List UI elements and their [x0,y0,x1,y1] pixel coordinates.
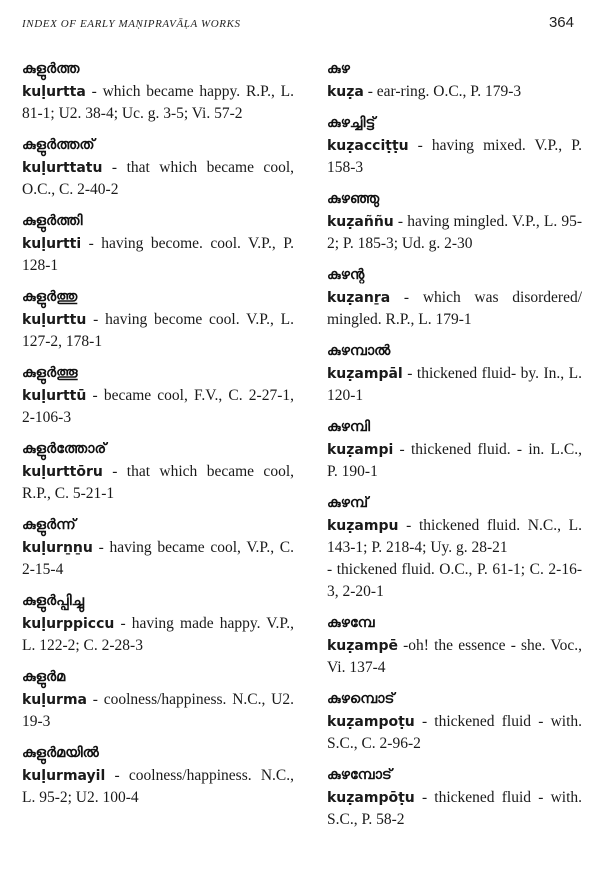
dictionary-entry [327,340,582,407]
definition-text: - thickened fluid - with. S.C., C. 2-96-2 [327,713,582,752]
entry-definition [22,765,294,809]
entry-definition [22,81,294,125]
dictionary-entry [327,416,582,483]
dictionary-columns [22,58,582,868]
entry-definition [22,461,294,505]
dictionary-entry [22,590,294,657]
dictionary-entry [22,666,294,733]
entry-definition [22,613,294,657]
definition-text: - which was disordered/ mingled. R.P., L. 179-1 [327,289,582,328]
definition-text: - that which became cool, R.P., C. 5-21-1 [22,463,294,502]
definition-text: - thickened fluid. O.C., P. 61-1; C. 2-16-3, 2-20-1 [327,561,582,600]
malayalam-headword: കുളുർമയിൽ [22,745,99,761]
malayalam-headword: കുഴമ്പോട് [327,767,392,783]
dictionary-entry [327,492,582,603]
dictionary-entry [22,58,294,125]
entry-definition [327,439,582,483]
transliteration: kuẓampu [327,518,399,534]
definition-text: -oh! the essence - she. Voc., Vi. 137-4 [327,637,582,676]
transliteration: kuḷurmayil [22,768,106,784]
transliteration: kuẓampē [327,638,398,654]
dictionary-entry [327,188,582,255]
malayalam-headword: കുഴമ്പാൽ [327,343,391,359]
transliteration: kuẓampāl [327,366,403,382]
entry-definition [327,135,582,179]
transliteration: kuẓampi [327,442,394,458]
entry-definition [22,689,294,733]
left-column [22,58,294,818]
transliteration: kuẓacciṭṭu [327,138,409,154]
transliteration: kuḷurttu [22,312,87,328]
dictionary-entry [327,264,582,331]
right-column [327,58,582,840]
transliteration: kuẓaññu [327,214,394,230]
entry-definition [22,233,294,277]
transliteration: kuẓampoṭu [327,714,415,730]
malayalam-headword: കുഴമ്പി [327,419,370,435]
dictionary-entry [22,134,294,201]
entry-definition [22,157,294,201]
transliteration: kuḷurttū [22,388,87,404]
malayalam-headword: കുളുർമ [22,669,66,685]
entry-definition [22,309,294,353]
dictionary-entry [327,612,582,679]
transliteration: kuẓampōṭu [327,790,415,806]
definition-text: - thickened fluid. N.C., L. 143-1; P. 218-4; Uy. g. 28-21 [327,517,582,556]
entry-definition [327,363,582,407]
dictionary-entry [22,210,294,277]
definition-text: - coolness/happiness. N.C., U2. 19-3 [22,691,294,730]
transliteration: kuḷurma [22,692,87,708]
definition-text: - ear-ring. O.C., P. 179-3 [363,83,522,100]
definition-text: - having made happy. V.P., L. 122-2; C. 2-28-3 [22,615,294,654]
entry-definition [327,635,582,679]
transliteration: kuḷurtta [22,84,86,100]
entry-definition [327,81,582,103]
definition-text: - having become. cool. V.P., P. 128-1 [22,235,294,274]
transliteration: kuḷurppiccu [22,616,115,632]
definition-text: - having mixed. V.P., P. 158-3 [327,137,582,176]
malayalam-headword: കുഴമ്പൊട് [327,691,395,707]
dictionary-entry [22,362,294,429]
transliteration: kuḷurṉṉu [22,540,93,556]
definition-text: - thickened fluid- by. In., L. 120-1 [327,365,582,404]
malayalam-headword: കുളുർത്തൂ [22,365,78,381]
malayalam-headword: കുഴച്ചിട്ട് [327,115,376,131]
malayalam-headword: കുളുർത്തോര് [22,441,107,457]
malayalam-headword: കുഴമ്പ് [327,495,369,511]
entry-definition [327,711,582,755]
malayalam-headword: കുളുർത്തത് [22,137,95,153]
transliteration: kuḷurttōru [22,464,103,480]
definition-text: - coolness/happiness. N.C., L. 95-2; U2. 100-4 [22,767,294,806]
definition-text: - which became happy. R.P., L. 81-1; U2. 38-4; Uc. g. 3-5; Vi. 57-2 [22,83,294,122]
entry-definition [22,537,294,581]
entry-definition [327,787,582,831]
definition-text: - became cool, F.V., C. 2-27-1, 2-106-3 [22,387,294,426]
dictionary-entry [22,514,294,581]
malayalam-headword: കുഴമ്പേ [327,615,375,631]
entry-definition [327,515,582,603]
transliteration: kuẓanṟa [327,290,391,306]
definition-text: - having became cool, V.P., C. 2-15-4 [22,539,294,578]
transliteration: kuẓa [327,84,364,100]
dictionary-entry [327,764,582,831]
malayalam-headword: കുളുർത്തി [22,213,83,229]
malayalam-headword: കുഴ [327,61,350,77]
dictionary-entry [327,58,582,103]
definition-text: - that which became cool, O.C., C. 2-40-2 [22,159,294,198]
page-number: 364 [548,14,574,31]
running-title: INDEX OF EARLY MAṆIPRAVĀḶA WORKS [22,18,241,30]
dictionary-entry [327,688,582,755]
entry-definition [327,287,582,331]
definition-text: - thickened fluid. - in. L.C., P. 190-1 [327,441,582,480]
entry-definition [22,385,294,429]
definition-text: - having mingled. V.P., L. 95-2; P. 185-3; Ud. g. 2-30 [327,213,582,252]
malayalam-headword: കുളുർന്ന് [22,517,76,533]
transliteration: kuḷurttatu [22,160,103,176]
malayalam-headword: കുളുർപ്പിച്ചു [22,593,85,609]
malayalam-headword: കുഴഞ്ഞു [327,191,380,207]
dictionary-entry [327,112,582,179]
dictionary-entry [22,742,294,809]
dictionary-entry [22,286,294,353]
malayalam-headword: കുഴന്റ [327,267,365,283]
transliteration: kuḷurtti [22,236,82,252]
entry-definition [327,211,582,255]
definition-text: - having become cool. V.P., L. 127-2, 178-1 [22,311,294,350]
page-header [22,14,574,38]
definition-text: - thickened fluid - with. S.C., P. 58-2 [327,789,582,828]
malayalam-headword: കുളുർത്ത [22,61,80,77]
malayalam-headword: കുളുർത്തു [22,289,78,305]
dictionary-entry [22,438,294,505]
